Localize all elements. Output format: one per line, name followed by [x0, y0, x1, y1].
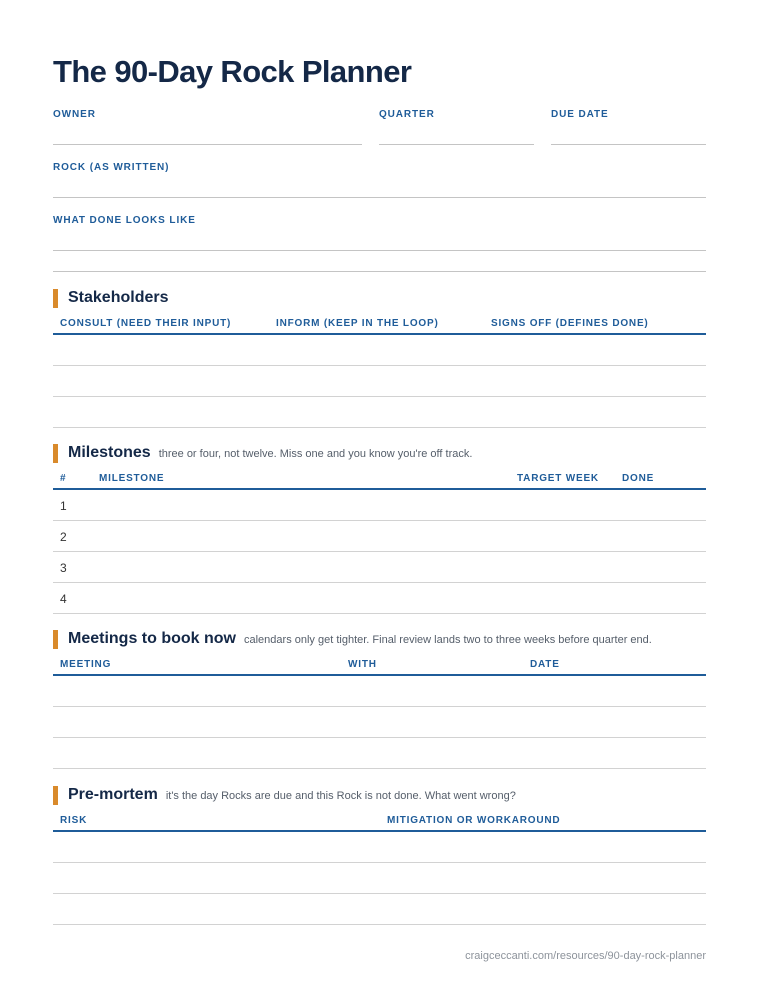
quarter-label: QUARTER [379, 109, 435, 120]
milestone-row-number: 1 [60, 499, 67, 513]
col-date: DATE [530, 659, 560, 670]
section-accent-bar [53, 630, 58, 649]
done-looks-like-field-1[interactable] [53, 250, 706, 251]
meetings-row-rule [53, 737, 706, 738]
milestones-title: Milestones [68, 444, 151, 461]
col-consult: CONSULT (NEED THEIR INPUT) [60, 318, 232, 329]
stakeholders-header-rule [53, 333, 706, 335]
premortem-row-rule [53, 924, 706, 925]
premortem-title: Pre-mortem [68, 786, 158, 803]
premortem-header-rule [53, 830, 706, 832]
page-title: The 90-Day Rock Planner [53, 54, 412, 89]
col-with: WITH [348, 659, 377, 670]
rock-field[interactable] [53, 197, 706, 198]
milestone-row-rule [53, 520, 706, 521]
due-date-label: DUE DATE [551, 109, 609, 120]
col-done: DONE [622, 473, 655, 484]
quarter-field[interactable] [379, 144, 534, 145]
milestones-heading [53, 444, 472, 462]
milestones-subtitle: three or four, not twelve. Miss one and you know you're off track. [158, 448, 473, 460]
meetings-row-rule [53, 768, 706, 769]
stakeholders-row-rule [53, 427, 706, 428]
footer-url[interactable]: craigceccanti.com/resources/90-day-rock-planner [465, 950, 706, 962]
stakeholders-row-rule [53, 396, 706, 397]
section-accent-bar [53, 444, 58, 463]
owner-label: OWNER [53, 109, 96, 120]
col-inform: INFORM (KEEP IN THE LOOP) [276, 318, 439, 329]
rock-label: ROCK (AS WRITTEN) [53, 162, 170, 173]
col-mitigation: MITIGATION OR WORKAROUND [387, 815, 561, 826]
premortem-heading [53, 786, 516, 804]
meetings-heading [53, 630, 652, 648]
meetings-title: Meetings to book now [68, 630, 236, 647]
done-looks-like-field-2[interactable] [53, 271, 706, 272]
col-target-week: TARGET WEEK [517, 473, 599, 484]
done-looks-like-label: WHAT DONE LOOKS LIKE [53, 215, 196, 226]
due-date-field[interactable] [551, 144, 706, 145]
stakeholders-row-rule [53, 365, 706, 366]
milestone-row-rule [53, 551, 706, 552]
col-number: # [60, 473, 67, 484]
premortem-row-rule [53, 862, 706, 863]
stakeholders-heading [53, 289, 168, 307]
section-accent-bar [53, 786, 58, 805]
milestone-row-rule [53, 613, 706, 614]
premortem-subtitle: it's the day Rocks are due and this Rock is not done. What went wrong? [165, 790, 516, 802]
premortem-row-rule [53, 893, 706, 894]
meetings-row-rule [53, 706, 706, 707]
col-risk: RISK [60, 815, 88, 826]
milestones-header-rule [53, 488, 706, 490]
milestone-row-number: 2 [60, 530, 67, 544]
milestone-row-number: 3 [60, 561, 67, 575]
meetings-header-rule [53, 674, 706, 676]
meetings-subtitle: calendars only get tighter. Final review lands two to three weeks before quarter end. [244, 634, 652, 646]
col-milestone: MILESTONE [99, 473, 165, 484]
stakeholders-title: Stakeholders [68, 289, 169, 306]
section-accent-bar [53, 289, 58, 308]
col-meeting: MEETING [60, 659, 112, 670]
milestone-row-rule [53, 582, 706, 583]
col-signs-off: SIGNS OFF (DEFINES DONE) [491, 318, 649, 329]
milestone-row-number: 4 [60, 592, 67, 606]
owner-field[interactable] [53, 144, 362, 145]
